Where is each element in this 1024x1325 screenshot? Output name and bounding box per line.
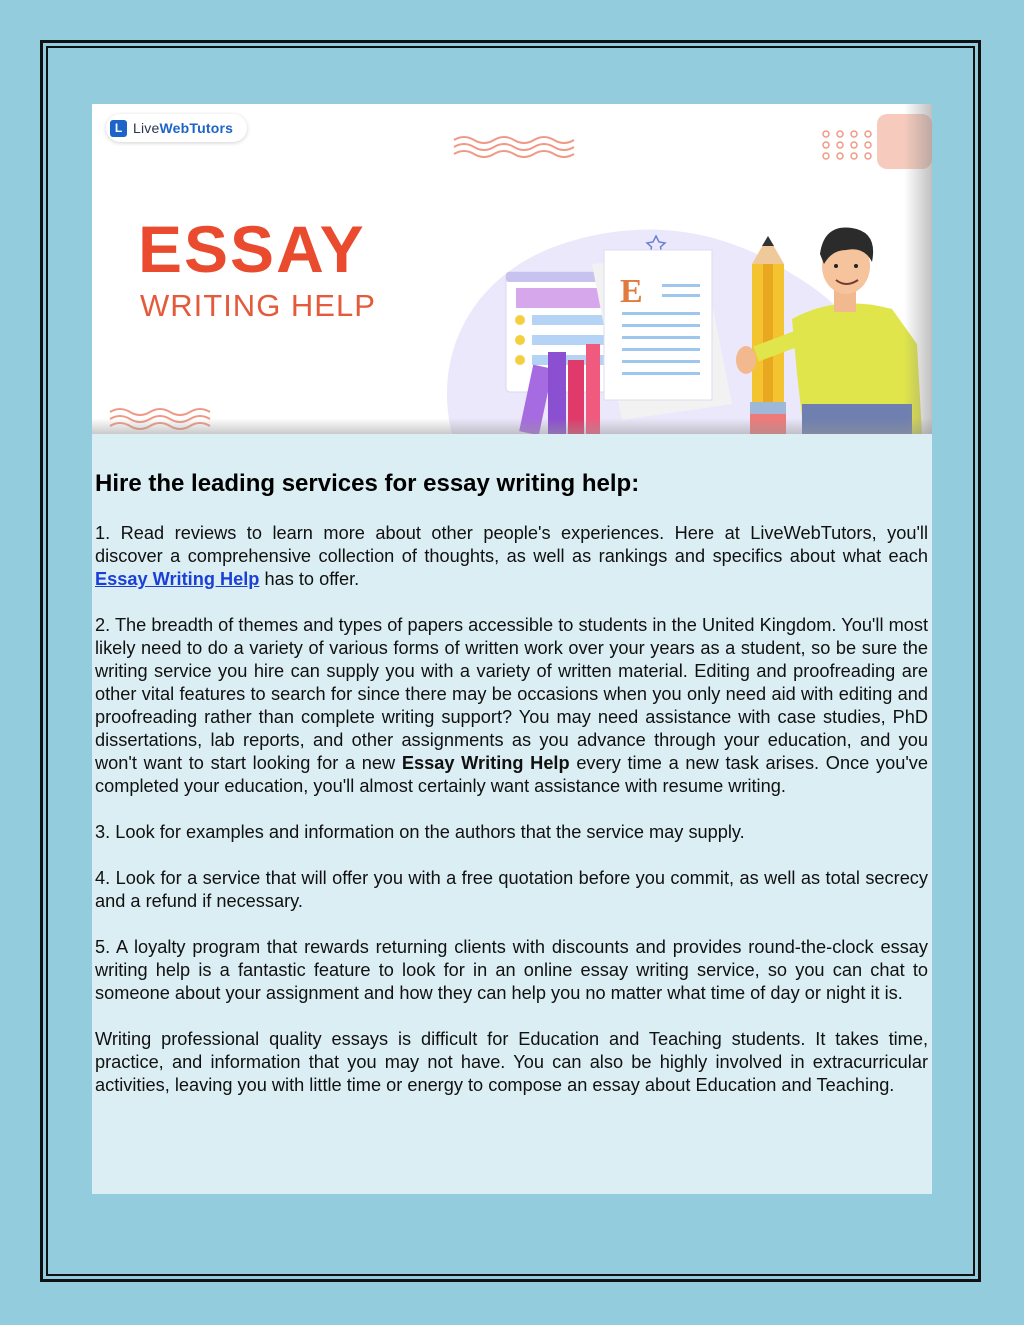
banner-shadow-bottom (92, 418, 932, 434)
paragraph-3: 3. Look for examples and information on the authors that the service may supply. (95, 822, 745, 842)
paragraph-1-text-a: 1. Read reviews to learn more about other people's experiences. Here at LiveWebTutors, you'll discover a comprehensive collection of thoughts, as well as rankings and specifics about what each (95, 523, 928, 566)
paragraph-1-text-b: has to offer. (259, 569, 360, 589)
document-illustration (592, 250, 732, 420)
logo-prefix: Live (133, 120, 160, 136)
paragraph-2-text-a: 2. The breadth of themes and types of papers accessible to students in the United Kingdom. You'll most likely need to do a variety of various forms of written work over your years as a student, so be sure the writing service you hire can supply you with a variety of written material. Editing and proofreading are other vital features to search for since there may be occasions when you only need aid with editing and proofreading rather than complete writing support? You may need assistance with case studies, PhD dissertations, lab reports, and other assignments as you advance through your education, and you won't want to start looking for a new (95, 615, 928, 773)
essay-writing-help-link[interactable]: Essay Writing Help (95, 569, 260, 589)
paragraph-1 (95, 522, 928, 591)
document-letter: E (620, 273, 643, 310)
paragraph-6: Writing professional quality essays is difficult for Education and Teaching students. It takes time, practice, and information that you may not have. You can also be highly involved in extracurricular activities, leaving you with little time or energy to compose an essay about Education and Teaching. (95, 1029, 928, 1095)
hero-banner (92, 104, 932, 434)
paragraph-2 (95, 614, 928, 798)
paragraph-4: 4. Look for a service that will offer you with a free quotation before you commit, as well as total secrecy and a refund if necessary. (95, 868, 928, 911)
wave-decoration-top (454, 137, 574, 157)
article-heading: Hire the leading services for essay writing help: (95, 470, 640, 497)
banner-title: ESSAY (138, 212, 366, 286)
logo-icon: L (110, 120, 127, 137)
dot-grid-decoration (823, 131, 885, 159)
paragraph-2-bold: Essay Writing Help (401, 753, 570, 773)
pencil-illustration (750, 236, 786, 434)
banner-shadow-right (904, 104, 932, 434)
banner-subtitle: WRITING HELP (140, 288, 376, 323)
paragraph-2-text-b: every time a new task arises. Once you've completed your education, you'll almost certainly want assistance with resume writing. (95, 753, 928, 796)
paragraph-5: 5. A loyalty program that rewards returning clients with discounts and provides round-the-clock essay writing help is a fantastic feature to look for in an online essay writing service, so you can chat to someone about your assignment and how they can help you no matter what time of day or night it is. (95, 937, 928, 1003)
logo-brand: WebTutors (159, 120, 234, 136)
article-body (95, 522, 928, 1120)
